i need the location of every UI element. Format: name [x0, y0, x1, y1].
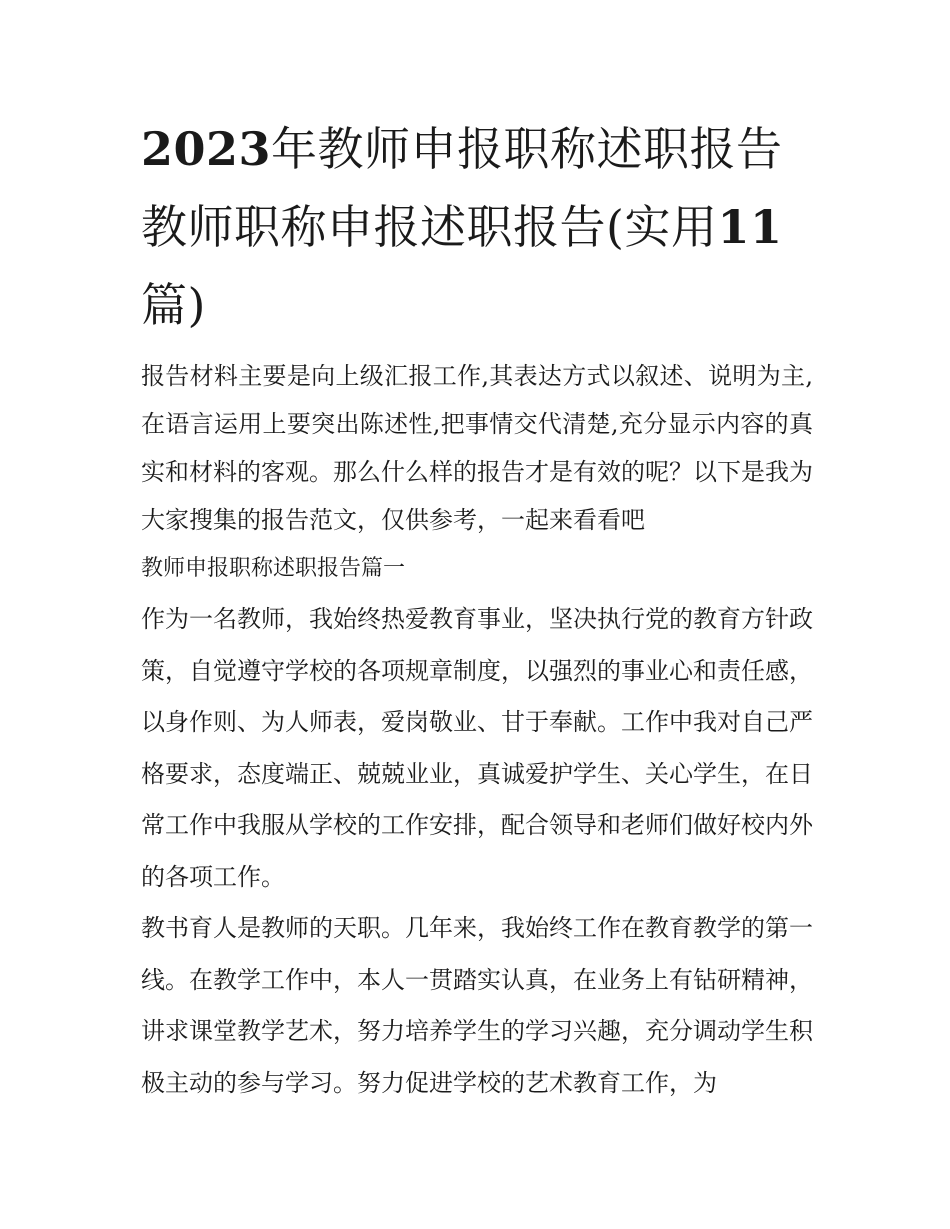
- title-text: 年教师申报职称述职报告教师职称申报述职报告(实用: [141, 122, 783, 254]
- body-paragraph: 教书育人是教师的天职。几年来，我始终工作在教育教学的第一线。在教学工作中，本人一贯踏实认真，在业务上有钻研精神，讲求课堂教学艺术，努力培养学生的学习兴趣，充分调动学生积极主动的参与学习。努力促进学校的艺术教育工作，为: [141, 914, 813, 1097]
- document-page: [141, 110, 813, 1109]
- title-count: 11: [717, 200, 783, 254]
- title-suffix: 篇): [141, 278, 206, 332]
- title-year: 2023: [141, 122, 272, 176]
- body-paragraph: 作为一名教师，我始终热爱教育事业，坚决执行党的教育方针政策，自觉遵守学校的各项规章制度，以强烈的事业心和责任感，以身作则、为人师表，爱岗敬业、甘于奉献。工作中我对自己严格要求，态度端正、兢兢业业，真诚爱护学生、关心学生，在日常工作中我服从学校的工作安排，配合领导和老师们做好校内外的各项工作。: [141, 605, 813, 891]
- document-title: [141, 110, 813, 344]
- section-heading: 教师申报职称述职报告篇一: [141, 556, 406, 581]
- intro-paragraph: 报告材料主要是向上级汇报工作,其表达方式以叙述、说明为主,在语言运用上要突出陈述性,把事情交代清楚,充分显示内容的真实和材料的客观。那么什么样的报告才是有效的呢？以下是我为大家搜集的报告范文，仅供参考，一起来看看吧: [141, 362, 813, 534]
